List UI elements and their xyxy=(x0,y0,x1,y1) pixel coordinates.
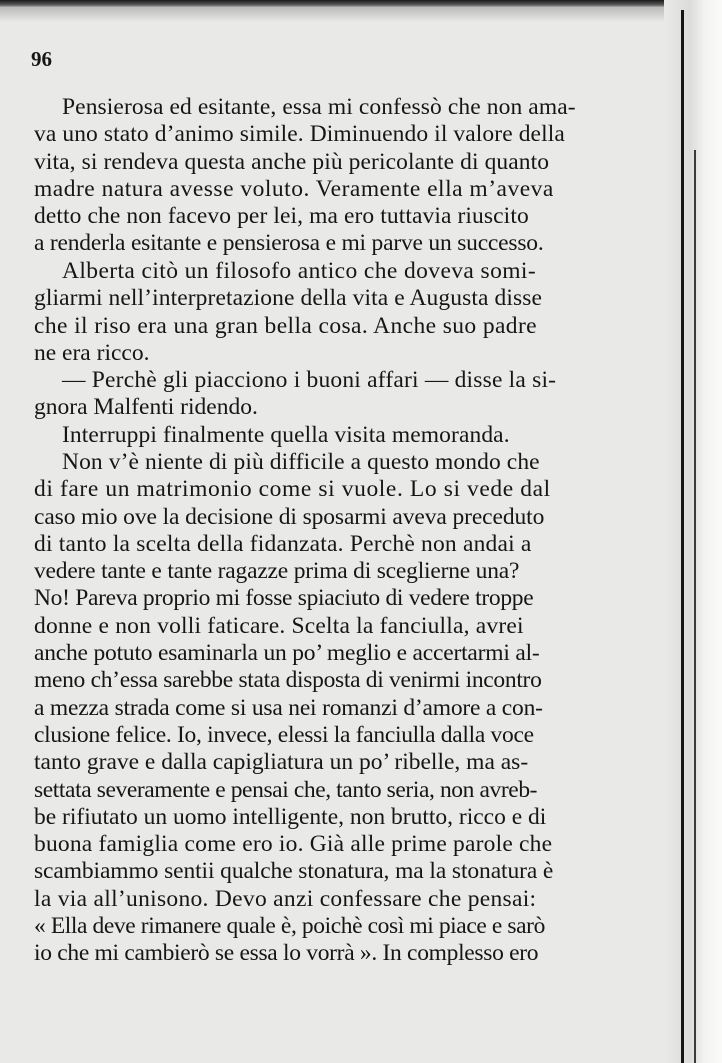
text-line: — Perchè gli piacciono i buoni affari — disse la si- xyxy=(62,367,557,393)
text-line: buona famiglia come ero io. Già alle prime parole che xyxy=(34,831,553,858)
text-line: a renderla esitante e pensierosa e mi parve un successo. xyxy=(34,230,544,257)
text-line: clusione felice. Io, invece, elessi la fanciulla dalla voce xyxy=(34,721,534,748)
page-top-edge xyxy=(0,0,722,8)
text-line: donne e non volli faticare. Scelta la fanciulla, avrei xyxy=(34,612,524,639)
paragraph-5 xyxy=(34,449,553,968)
paragraph-2 xyxy=(34,258,542,367)
text-line: scambiammo sentii qualche stonatura, ma la stonatura è xyxy=(34,858,554,885)
paragraph-4 xyxy=(34,422,510,449)
text-line: di tanto la scelta della fidanzata. Perchè non andai a xyxy=(34,530,532,557)
text-line: madre natura avesse voluto. Veramente ella m’aveva xyxy=(34,175,554,202)
text-line: be rifiutato un uomo intelligente, non brutto, ricco e di xyxy=(34,803,547,830)
text-line: gnora Malfenti ridendo. xyxy=(34,394,258,421)
text-line: tanto grave e dalla capigliatura un po’ ribelle, ma as- xyxy=(34,749,529,776)
text-line: caso mio ove la decisione di sposarmi aveva preceduto xyxy=(34,503,545,530)
page-top-shadow xyxy=(0,8,722,22)
text-line: Interruppi finalmente quella visita memoranda. xyxy=(62,422,510,448)
text-line: Alberta citò un filosofo antico che doveva somi- xyxy=(62,258,537,284)
text-line: detto che non facevo per lei, ma ero tuttavia riuscito xyxy=(34,203,529,230)
book-binding-gutter xyxy=(664,0,722,1063)
text-line: vedere tante e tante ragazze prima di sceglierne una? xyxy=(34,558,520,585)
text-line: che il riso era una gran bella cosa. Anche suo padre xyxy=(34,312,538,339)
spine-edge-line xyxy=(694,150,696,1063)
text-line: io che mi cambierò se essa lo vorrà ». In complesso ero xyxy=(34,940,539,967)
text-line: gliarmi nell’interpretazione della vita e Augusta disse xyxy=(34,285,542,312)
text-line: vita, si rendeva questa anche più pericolante di quanto xyxy=(34,148,550,175)
text-line: meno ch’essa sarebbe stata disposta di venirmi incontro xyxy=(34,667,542,694)
text-line: a mezza strada come si usa nei romanzi d’amore a con- xyxy=(34,694,543,721)
text-line: settata severamente e pensai che, tanto seria, non avreb- xyxy=(34,776,538,803)
spine-shadow-line xyxy=(681,10,684,1063)
text-line: ne era ricco. xyxy=(34,339,150,366)
paragraph-1 xyxy=(34,94,576,258)
text-line: Pensierosa ed esitante, essa mi confessò che non ama- xyxy=(62,94,576,120)
text-line: di fare un matrimonio come si vuole. Lo si vede dal xyxy=(34,476,551,503)
text-line: Non v’è niente di più difficile a questo mondo che xyxy=(62,449,540,475)
text-line: la via all’unisono. Devo anzi confessare che pensai: xyxy=(34,885,537,912)
text-line: anche potuto esaminarla un po’ meglio e accertarmi al- xyxy=(34,640,540,667)
text-line: va uno stato d’animo simile. Diminuendo il valore della xyxy=(34,121,565,148)
paragraph-3 xyxy=(34,367,556,422)
page-number: 96 xyxy=(31,47,52,71)
text-line: « Ella deve rimanere quale è, poichè così mi piace e sarò xyxy=(34,913,545,940)
text-line: No! Pareva proprio mi fosse spiaciuto di vedere troppe xyxy=(34,585,534,612)
